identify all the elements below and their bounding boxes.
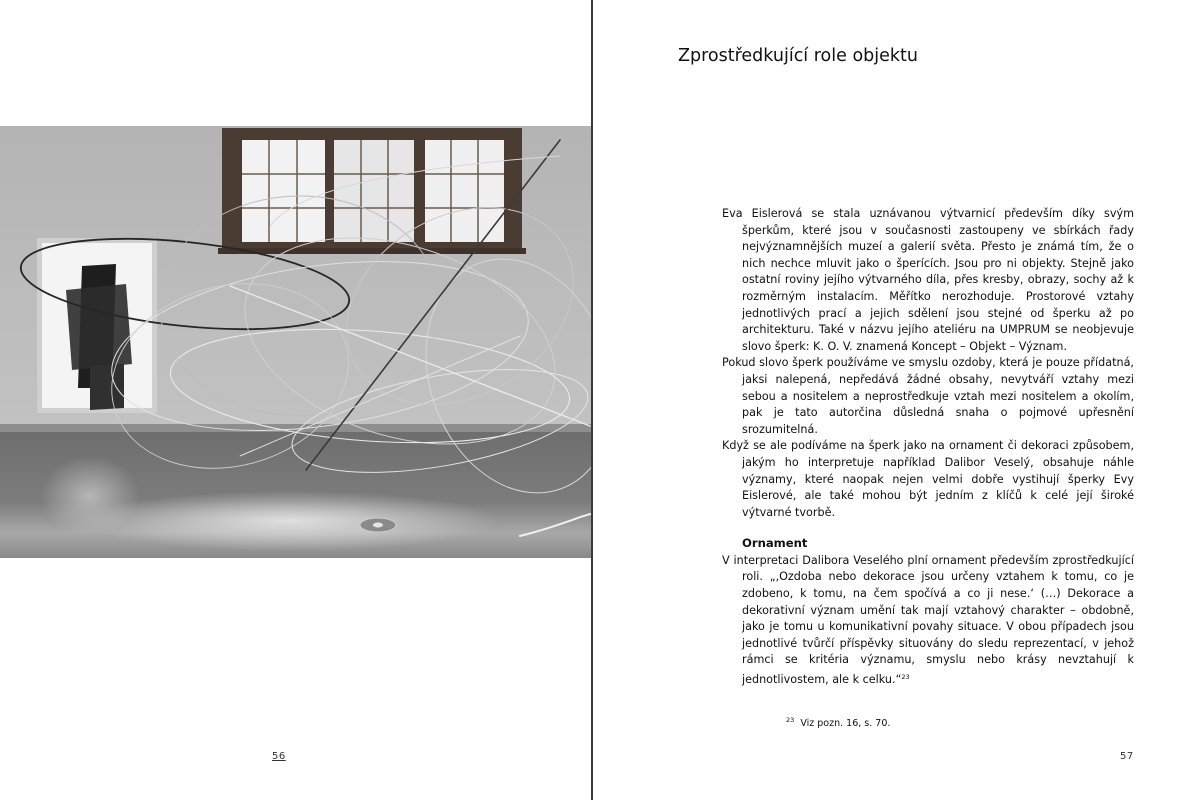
floor-reflection xyxy=(80,491,500,551)
paragraph: Pokud slovo šperk používáme ve smyslu ozdoby, která je pouze přídatná, jaksi nalepená, nepředává žádné obsahy, nevytváří vztahy mezi sebou a nositelem a neprostředkuje vztah mezi nositelem a okolím, pak je tato autorčina důsledná snaha o pojmové upřesnění srozumitelná. xyxy=(722,356,1134,436)
photo-illustration xyxy=(0,126,591,558)
page-number-left: 56 xyxy=(272,751,286,762)
page-number-right: 57 xyxy=(1120,751,1134,762)
chapter-title: Zprostředkující role objektu xyxy=(678,46,918,66)
footnote xyxy=(786,716,890,729)
floor-reflection-left xyxy=(40,456,140,536)
installation-photo xyxy=(0,126,591,558)
paragraph: Eva Eislerová se stala uznávanou výtvarnicí především díky svým šperkům, které jsou v současnosti zastoupeny ve sbírkách řady nejvýznamnějších muzeí a galerií světa. Přesto je známá tím, že o nich nechce mluvit jako o šperících. Jsou pro ni objekty. Stejně jako ostatní roviny jejího výtvarného díla, přes kresby, obrazy, sochy až k rozměrným instalacím. Měřítko nerozhoduje. Prostorové vztahy jednotlivých prací a jejich sdělení jsou stejné od šperku až po architekturu. Také v názvu jejího ateliéru na UMPRUM se neobjevuje slovo šperk: K. O. V. znamená Koncept – Objekt – Význam. xyxy=(722,207,1134,353)
body-text xyxy=(722,206,1134,689)
footnote-reference: 23 xyxy=(901,673,910,682)
paragraph: Když se ale podíváme na šperk jako na ornament či dekoraci způsobem, jakým ho interpretuje například Dalibor Veselý, obsahuje náhle významy, které naopak nejen velmi dobře vystihují šperky Evy Eislerové, ale také mohou být jedním z klíčů k celé její široké výtvarné tvorbě. xyxy=(722,439,1134,519)
ornament-paragraph xyxy=(722,553,1134,689)
left-page xyxy=(0,0,591,800)
right-page xyxy=(593,0,1183,800)
framed-artwork xyxy=(37,238,157,413)
footnote-number: 23 xyxy=(786,716,795,724)
ornament-paragraph-text: V interpretaci Dalibora Veselého plní ornament především zprostředkující roli. „‚Ozdoba nebo dekorace jsou určeny vztahem k tomu, co je zdobeno, k tomu, na čem spočívá a co ji nese.‘ (…) Dekorace a dekorativní význam umění tak mají vztahový charakter – obdobně, jako je tomu u komunikativní povahy situace. V obou případech jsou jednotlivé tvůrčí příspěvky situovány do sledu reprezentací, v jehož rámci se kritéria významu, smyslu nebo krásy nevztahují k jednotlivostem, ale k celku.“ xyxy=(722,553,1134,687)
section-subheading: Ornament xyxy=(742,536,808,551)
footnote-text: Viz pozn. 16, s. 70. xyxy=(800,718,891,729)
window xyxy=(218,128,526,254)
